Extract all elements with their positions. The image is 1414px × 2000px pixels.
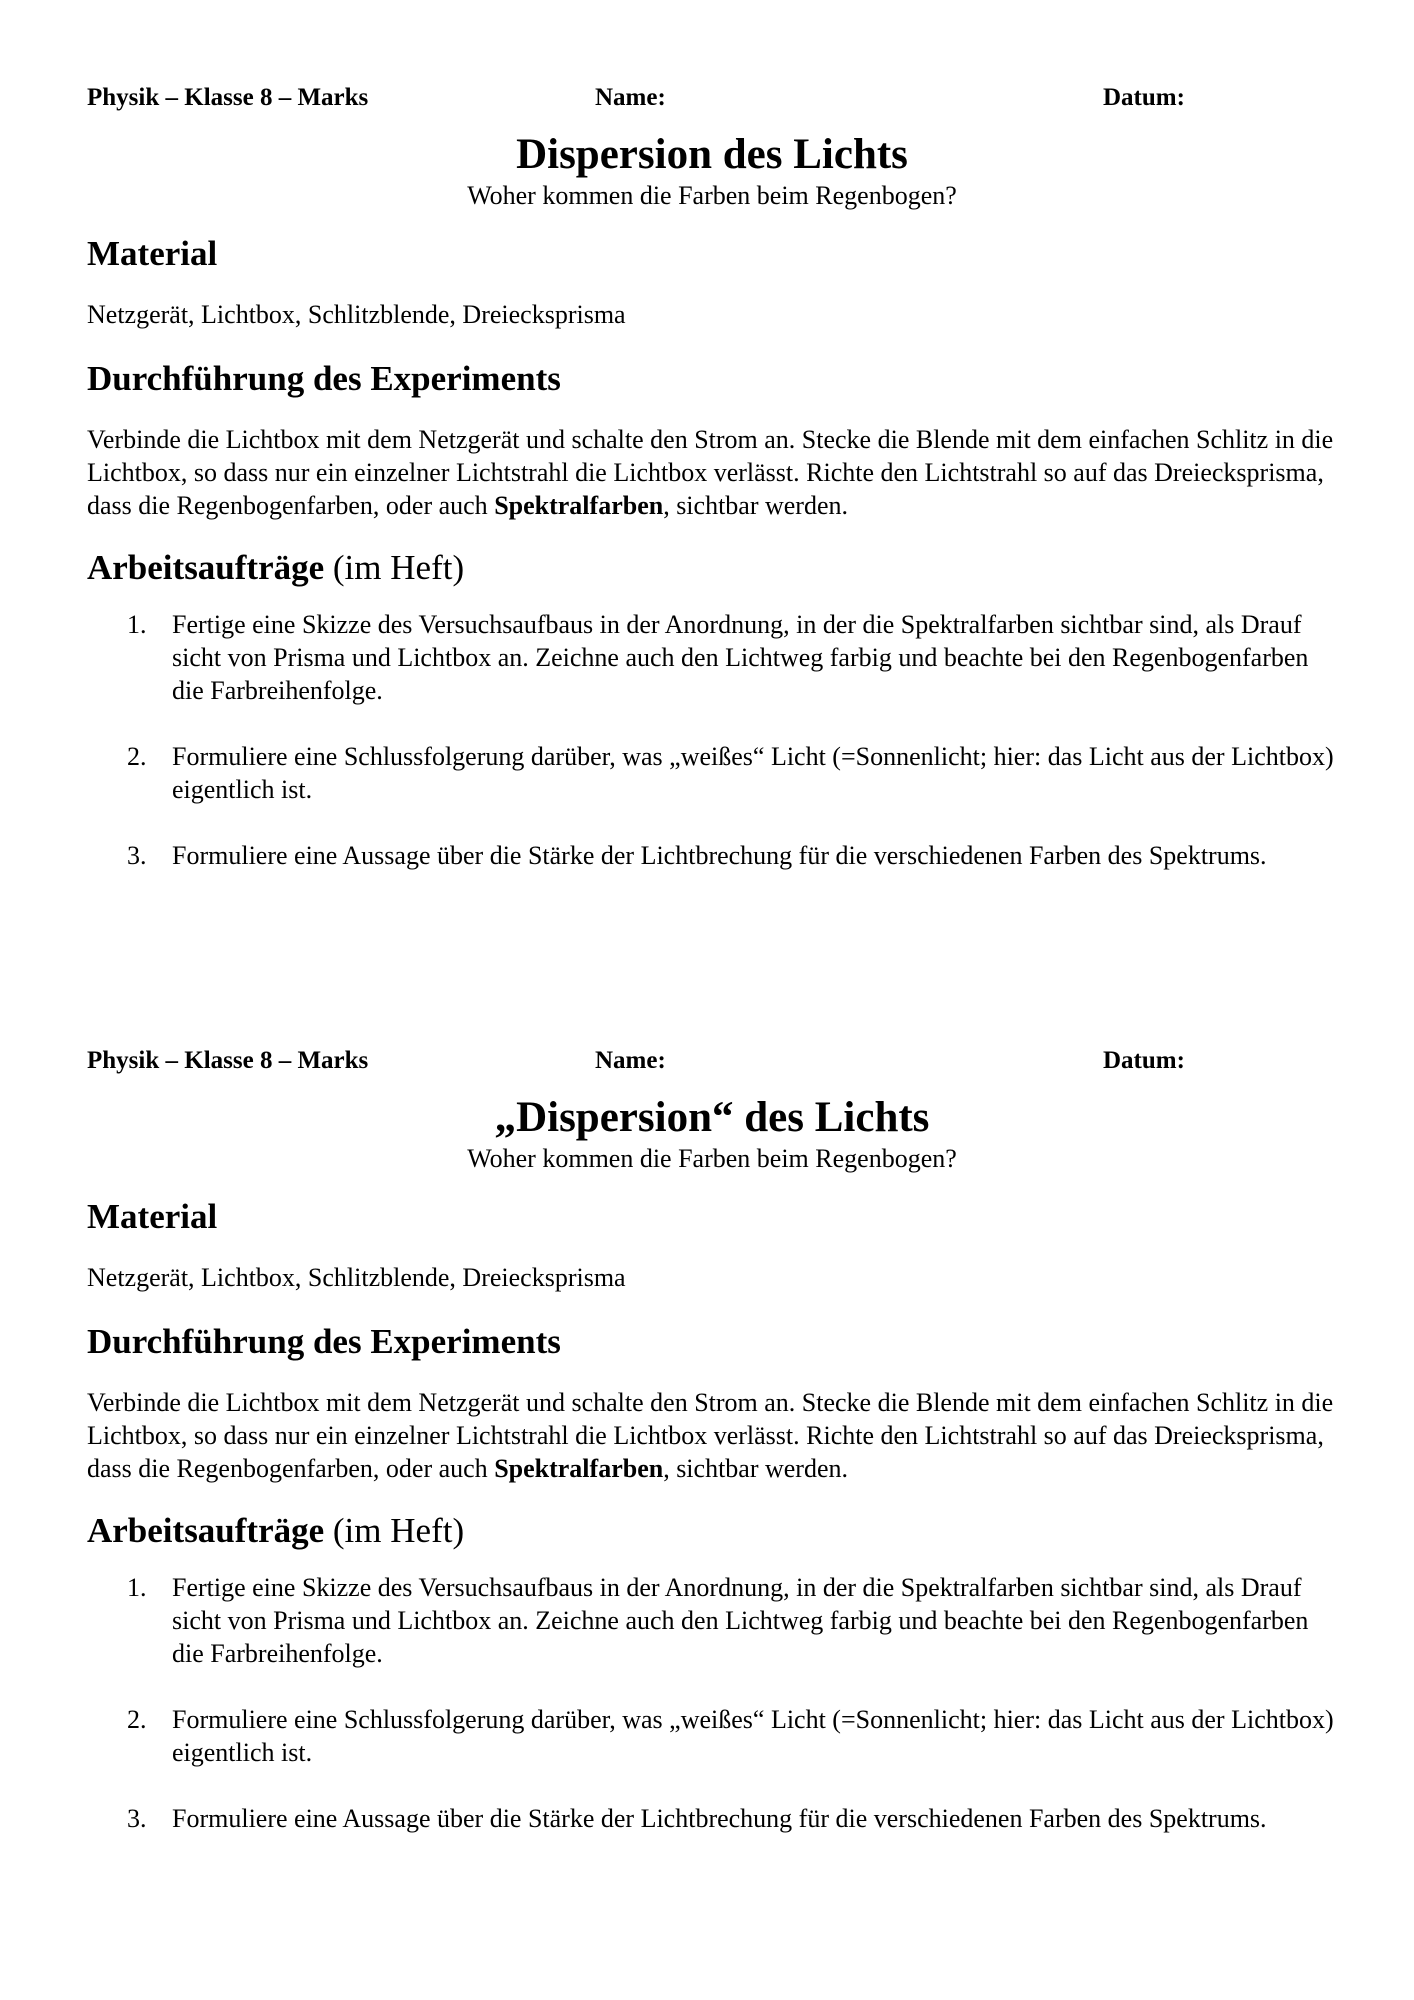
tasks-heading-text: Arbeitsaufträge	[87, 548, 325, 587]
task-number: 3.	[127, 841, 147, 870]
list-item	[87, 1571, 1337, 1670]
name-label: Name:	[595, 84, 666, 111]
procedure-heading-text: Durchführung des Experiments	[87, 359, 561, 398]
list-item	[87, 1802, 1337, 1835]
material-text: Netzgerät, Lichtbox, Schlitzblende, Dreiecksprisma	[87, 1263, 626, 1292]
procedure-text	[87, 423, 1337, 522]
list-item	[87, 839, 1337, 872]
material-heading	[87, 232, 1337, 276]
material-text: Netzgerät, Lichtbox, Schlitzblende, Dreiecksprisma	[87, 300, 626, 329]
tasks-heading	[87, 546, 1337, 590]
task-number: 1.	[127, 610, 147, 639]
tasks-list	[87, 1571, 1337, 1835]
procedure-text-before: Verbinde die Lichtbox mit dem Netzgerät und schalte den Strom an. Stecke die Blende mit dem einfachen Schlitz in die Lichtbox, so dass nur ein einzelner Lichtstrahl die Lichtbox verlässt. Richte den Lichtstrahl so auf das Dreiecksprisma, dass die Regenbogenfarben, oder auch	[87, 425, 1334, 520]
worksheet-header	[87, 1045, 1337, 1077]
list-item	[87, 740, 1337, 806]
procedure-text	[87, 1386, 1337, 1485]
task-number: 2.	[127, 742, 147, 771]
list-item	[87, 608, 1337, 707]
task-number: 2.	[127, 1705, 147, 1734]
task-text: Formuliere eine Aussage über die Stärke der Lichtbrechung für die verschiedenen Farben des Spektrums.	[172, 841, 1267, 870]
list-item	[87, 1703, 1337, 1769]
tasks-heading-suffix: (im Heft)	[324, 548, 465, 587]
course-label: Physik – Klasse 8 – Marks	[87, 1047, 369, 1074]
date-label: Datum:	[1103, 1047, 1185, 1074]
procedure-text-bold: Spektralfarben	[494, 1454, 664, 1483]
material-heading	[87, 1195, 1337, 1239]
name-label: Name:	[595, 1047, 666, 1074]
date-label: Datum:	[1103, 84, 1185, 111]
worksheet-title: Dispersion des Lichts	[516, 131, 908, 178]
tasks-heading-suffix: (im Heft)	[324, 1511, 465, 1550]
material-heading-text: Material	[87, 234, 218, 273]
material-heading-text: Material	[87, 1197, 218, 1236]
procedure-heading	[87, 357, 1337, 401]
procedure-text-after: , sichtbar werden.	[663, 491, 849, 520]
task-text: Fertige eine Skizze des Versuchsaufbaus in der Anordnung, in der die Spektralfarben sichtbar sind, als Drauf sicht von Prisma und Lichtbox an. Zeichne auch den Lichtweg farbig und beachte bei den Regenbogenfarben die Farbreihenfolge.	[172, 1573, 1309, 1668]
worksheet-1	[87, 82, 1337, 905]
worksheet-header	[87, 82, 1337, 114]
tasks-heading-text: Arbeitsaufträge	[87, 1511, 325, 1550]
tasks-heading	[87, 1509, 1337, 1553]
procedure-text-after: , sichtbar werden.	[663, 1454, 849, 1483]
task-text: Formuliere eine Aussage über die Stärke der Lichtbrechung für die verschiedenen Farben des Spektrums.	[172, 1804, 1267, 1833]
procedure-heading	[87, 1320, 1337, 1364]
procedure-text-bold: Spektralfarben	[494, 491, 664, 520]
tasks-list	[87, 608, 1337, 872]
task-number: 3.	[127, 1804, 147, 1833]
worksheet-2	[87, 1045, 1337, 1868]
task-text: Formuliere eine Schlussfolgerung darüber, was „weißes“ Licht (=Sonnenlicht; hier: das Licht aus der Lichtbox) eigentlich ist.	[172, 1705, 1334, 1767]
procedure-text-before: Verbinde die Lichtbox mit dem Netzgerät und schalte den Strom an. Stecke die Blende mit dem einfachen Schlitz in die Lichtbox, so dass nur ein einzelner Lichtstrahl die Lichtbox verlässt. Richte den Lichtstrahl so auf das Dreiecksprisma, dass die Regenbogenfarben, oder auch	[87, 1388, 1334, 1483]
task-text: Fertige eine Skizze des Versuchsaufbaus in der Anordnung, in der die Spektralfarben sichtbar sind, als Drauf sicht von Prisma und Lichtbox an. Zeichne auch den Lichtweg farbig und beachte bei den Regenbogenfarben die Farbreihenfolge.	[172, 610, 1309, 705]
worksheet-title: „Dispersion“ des Lichts	[494, 1094, 930, 1141]
course-label: Physik – Klasse 8 – Marks	[87, 84, 369, 111]
worksheet-subtitle: Woher kommen die Farben beim Regenbogen?	[467, 181, 957, 210]
task-text: Formuliere eine Schlussfolgerung darüber, was „weißes“ Licht (=Sonnenlicht; hier: das Licht aus der Lichtbox) eigentlich ist.	[172, 742, 1334, 804]
worksheet-subtitle: Woher kommen die Farben beim Regenbogen?	[467, 1144, 957, 1173]
task-number: 1.	[127, 1573, 147, 1602]
procedure-heading-text: Durchführung des Experiments	[87, 1322, 561, 1361]
